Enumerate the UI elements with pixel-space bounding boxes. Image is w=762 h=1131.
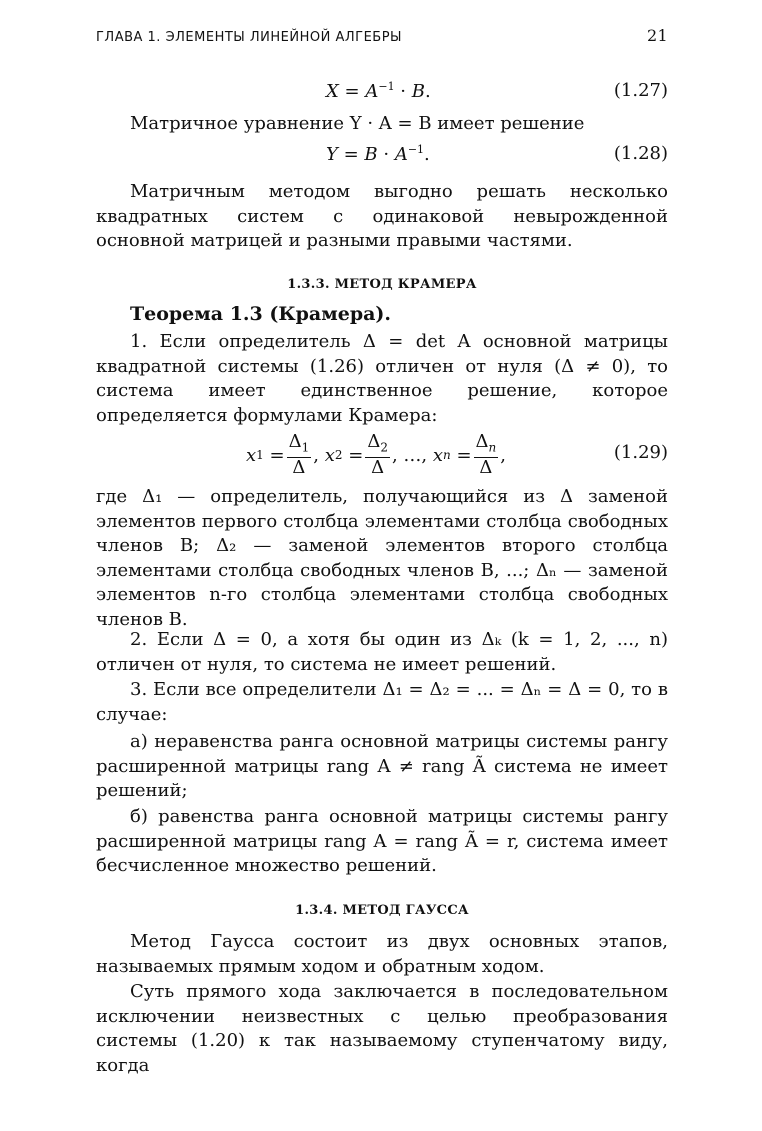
equation-1-28-number: (1.28) (613, 143, 668, 164)
equation-1-29 (96, 430, 668, 480)
page-number: 21 (647, 26, 668, 45)
theorem-title: Теорема 1.3 (Крамера). (130, 303, 392, 325)
paragraph-cramer-item-3a: а) неравенства ранга основной матрицы системы рангу расширенной матрицы rang A ≠ rang Ã система не имеет решений; (96, 731, 668, 802)
equation-1-27-number: (1.27) (613, 80, 668, 101)
equation-1-28-expression: $Y = B \cdot A^{-1}$. (326, 143, 430, 165)
section-heading-gauss: 1.3.4. МЕТОД ГАУССА (295, 903, 469, 918)
paragraph-cramer-item-3: 3. Если все определители Δ₁ = Δ₂ = ... = Δₙ = Δ = 0, то в случае: (96, 679, 668, 725)
equation-1-29-expression: x 1 = $\frac{\Delta_1}{\Delta}$ , x 2 = $\frac{\Delta_2}{\Delta}$ , …, x n = $\frac{\Delta_n}{\Delta}$ , (246, 430, 507, 479)
equation-1-28 (96, 143, 668, 167)
section-heading-cramer: 1.3.3. МЕТОД КРАМЕРА (287, 277, 477, 292)
paragraph-cramer-item-1: 1. Если определитель Δ = det A основной матрицы квадратной системы (1.26) отличен от нуля (Δ ≠ 0), то система имеет единственное решение, которое определяется формулами Крамера: (96, 331, 668, 426)
paragraph-matrix-method: Матричным методом выгодно решать несколько квадратных систем с одинаковой невырожденной основной матрицей и разными правыми частями. (96, 181, 668, 252)
running-header (96, 26, 668, 45)
paragraph-cramer-determinants: где Δ₁ — определитель, получающийся из Δ заменой элементов первого столбца элементами столбца свободных членов B; Δ₂ — заменой элементов второго столбца элементами столбца свободных членов B, ...; Δₙ — заменой элементов n-го столбца элементами столбца свободных членов B. (96, 486, 668, 630)
chapter-title: ГЛАВА 1. ЭЛЕМЕНТЫ ЛИНЕЙНОЙ АЛГЕБРЫ (96, 30, 403, 45)
paragraph-gauss-forward: Суть прямого хода заключается в последовательном исключении неизвестных с целью преобразования системы (1.20) к так называемому ступенчатому виду, когда (96, 981, 668, 1076)
paragraph-cramer-item-2: 2. Если Δ = 0, а хотя бы один из Δₖ (k = 1, 2, ..., n) отличен от нуля, то система не имеет решений. (96, 629, 668, 675)
equation-1-29-number: (1.29) (613, 442, 668, 463)
equation-1-27 (96, 80, 668, 104)
paragraph-gauss-intro: Метод Гаусса состоит из двух основных этапов, называемых прямым ходом и обратным ходом. (96, 931, 668, 977)
equation-1-27-expression: $X = A^{-1} \cdot B$. (326, 80, 431, 102)
paragraph-cramer-item-3b: б) равенства ранга основной матрицы системы рангу расширенной матрицы rang A = rang Ã = r, система имеет бесчисленное множество решений. (96, 806, 668, 877)
paragraph-matrix-equation: Матричное уравнение Y · A = B имеет решение (130, 113, 585, 134)
